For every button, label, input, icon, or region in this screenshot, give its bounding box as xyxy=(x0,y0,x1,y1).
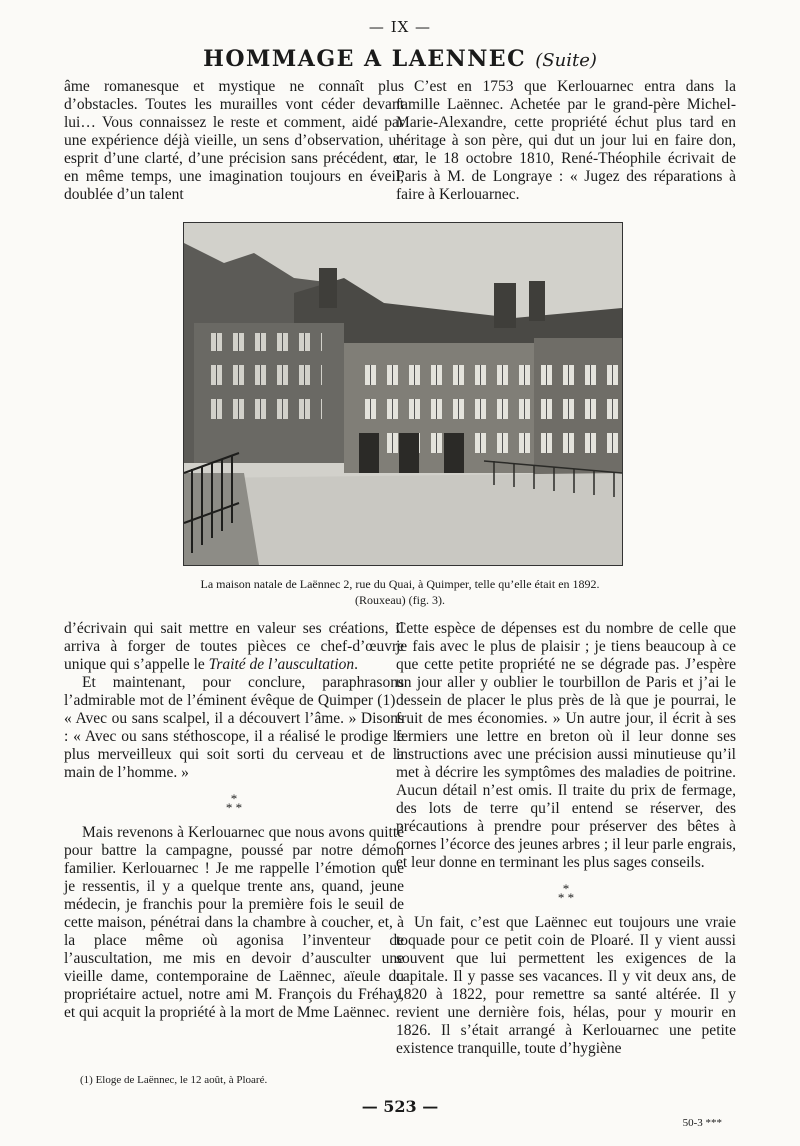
paragraph xyxy=(64,620,404,674)
page-roman-numeral: — IX — xyxy=(368,18,432,36)
column-right-top xyxy=(396,78,736,204)
caption-line-1: La maison natale de Laënnec 2, rue du Quai, à Quimper, telle qu’elle était en 1892. xyxy=(200,577,600,591)
text-run: d’écrivain qui sait mettre en valeur ses créations, il arriva à forger de toutes pièces ce chef-d’œuvre unique qui s’appelle le xyxy=(64,620,404,673)
paragraph: Cette espèce de dépenses est du nombre de celle que je fais avec le plus de plaisir ; je tiens beaucoup à ce que cette petite propriété ne se dégrade pas. J’espère un jour aller y oublier le tourbillon de Paris et j’ai le dessein de placer le plus près de là que je pourrai, le fruit de mes économies. » Un autre jour, il écrit à ses fermiers une lettre en breton où il leur donne ses instructions avec une précision aussi minutieuse qu’il met à décrire les symptômes des maladies de poitrine. Aucun détail n’est omis. Il traite du prix de fermage, des lots de terre qu’il entend se réserver, des précautions à prendre pour préserver des bêtes à cornes l’écorce des jeunes arbres ; il leur parle engrais, et leur donne en terminant les plus sages conseils. xyxy=(396,620,736,871)
print-mark: 50-3 *** xyxy=(682,1117,722,1129)
book-title: Traité de l’auscultation xyxy=(208,656,355,673)
paragraph: C’est en 1753 que Kerlouarnec entra dans la famille Laënnec. Achetée par le grand-père Michel-Marie-Alexandre, cette propriété échut plus tard en héritage à son père, qui dut un jour lui en faire don, car, le 18 octobre 1810, René-Théophile écrivait de Paris à M. de Longraye : « Jugez des réparations à faire à Kerlouarnec. xyxy=(396,78,736,203)
section-separator-stars: * * * xyxy=(557,881,575,905)
column-left-bottom xyxy=(64,620,404,1022)
text-run: . xyxy=(354,656,359,673)
paragraph: Mais revenons à Kerlouarnec que nous avons quitté pour battre la campagne, poussé par notre démon familier. Kerlouarnec ! Je me rappelle l’émotion que je ressentis, il y a quelque trente ans, quand, jeune médecin, je franchis pour la première fois le seuil de cette maison, pénétrai dans la chambre à coucher, et, à la place même où agonisa l’inventeur de l’auscultation, me mis en devoir d’ausculter une vieille dame, contemporaine de Laënnec, aïeule du propriétaire actuel, notre ami M. François du Fréhay, et qui acquit la propriété à la mort de Mme Laënnec. xyxy=(64,824,404,1021)
house-photo-illustration xyxy=(184,223,622,565)
caption-line-2: (Rouxeau) (fig. 3). xyxy=(355,593,445,607)
figure-caption xyxy=(150,576,650,608)
paragraph: Et maintenant, pour conclure, paraphrasons l’admirable mot de l’éminent évêque de Quimper (1) : « Avec ou sans scalpel, il a découvert l’âme. » Disons : « Avec ou sans stéthoscope, il a réalisé le prodige le plus merveilleux qui soit sorti du cerveau et de la main de l’homme. » xyxy=(64,674,404,781)
section-separator-stars: * * * xyxy=(225,791,243,815)
paragraph: Un fait, c’est que Laënnec eut toujours une vraie toquade pour ce petit coin de Ploaré. Il y vient aussi souvent que lui permettent les exigences de la capitale. Il y passe ses vacances. Il y vit deux ans, de 1820 à 1822, pour remettre sa santé altérée. Il y revient une dernière fois, hélas, pour y mourir en 1826. Il s’était arrangé à Kerlouarnec une petite existence tranquille, toute d’hygiène xyxy=(396,914,736,1057)
column-left-top xyxy=(64,78,404,204)
paragraph: âme romanesque et mystique ne connaît plus d’obstacles. Toutes les murailles vont céder devant lui… Vous connaissez le reste et comment, aidé par une expérience déjà vieille, un sens d’observation, un esprit d’une clarté, d’une précision sans précédent, et en même temps, une imagination toujours en éveil, doublée d’un talent xyxy=(64,78,404,203)
article-subtitle: (Suite) xyxy=(535,50,597,71)
footnote: (1) Eloge de Laënnec, le 12 août, à Ploaré. xyxy=(80,1074,268,1086)
page-number: — 523 — xyxy=(361,1097,439,1116)
house-photograph xyxy=(183,222,623,566)
column-right-bottom xyxy=(396,620,736,1058)
article-title-text: HOMMAGE A LAENNEC xyxy=(203,46,527,72)
article-title xyxy=(0,46,800,72)
